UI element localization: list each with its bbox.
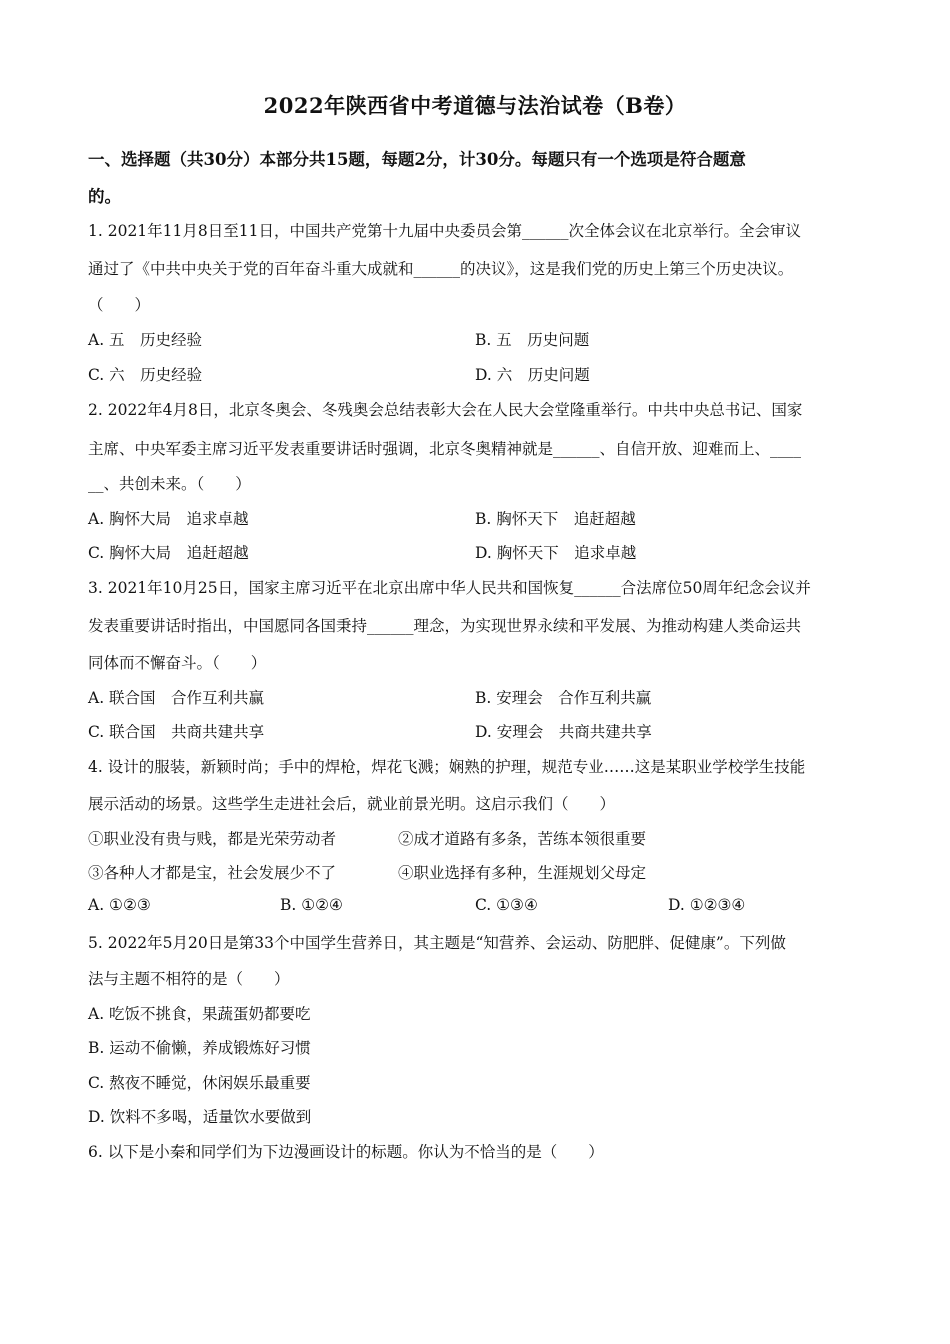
question-1-option-b: B. 五 历史问题: [475, 331, 590, 349]
question-2-line-2: 主席、中央军委主席习近平发表重要讲话时强调，北京冬奥精神就是______、自信开放、迎难而上、____: [88, 440, 802, 458]
question-5-option-a: A. 吃饭不挑食，果蔬蛋奶都要吃: [88, 1005, 311, 1023]
question-3-option-d: D. 安理会 共商共建共享: [475, 723, 652, 741]
question-3-line-3: 同体而不懈奋斗。（ ）: [88, 654, 267, 672]
question-2-option-a: A. 胸怀大局 追求卓越: [88, 510, 249, 528]
question-4-line-1: 4. 设计的服装，新颖时尚；手中的焊枪，焊花飞溅；娴熟的护理，规范专业……这是某职业学校学生技能: [88, 758, 806, 776]
question-3-option-c: C. 联合国 共商共建共享: [88, 723, 265, 741]
question-4-option-a: A. ①②③: [88, 896, 151, 914]
question-2-option-d: D. 胸怀天下 追求卓越: [475, 544, 637, 562]
question-2-option-c: C. 胸怀大局 追赶超越: [88, 544, 249, 562]
page-title: 2022年陕西省中考道德与法治试卷（B卷）: [263, 93, 687, 118]
question-4-statement-1: ①职业没有贵与贱，都是光荣劳动者: [88, 830, 337, 848]
question-1-line-1: 1. 2021年11月8日至11日，中国共产党第十九届中央委员会第______次全体会议在北京举行。全会审议: [88, 222, 801, 240]
question-1-line-2: 通过了《中共中央关于党的百年奋斗重大成就和______的决议》，这是我们党的历史上第三个历史决议。: [88, 260, 794, 278]
question-1-option-a: A. 五 历史经验: [88, 331, 203, 349]
question-1-option-d: D. 六 历史问题: [475, 366, 590, 384]
question-5-option-c: C. 熬夜不睡觉，休闲娱乐最重要: [88, 1074, 311, 1092]
question-5-option-b: B. 运动不偷懒，养成锻炼好习惯: [88, 1039, 311, 1057]
question-5-line-1: 5. 2022年5月20日是第33个中国学生营养日，其主题是“知营养、会运动、防肥胖、促健康”。下列做: [88, 934, 786, 952]
question-1-line-3: （ ）: [88, 296, 151, 314]
question-4-statement-2: ②成才道路有多条，苦练本领很重要: [398, 830, 647, 848]
question-4-line-2: 展示活动的场景。这些学生走进社会后，就业前景光明。这启示我们（ ）: [88, 795, 616, 813]
question-4-statement-3: ③各种人才都是宝，社会发展少不了: [88, 864, 337, 882]
question-2-line-1: 2. 2022年4月8日，北京冬奥会、冬残奥会总结表彰大会在人民大会堂隆重举行。中共中央总书记、国家: [88, 401, 803, 419]
question-4-option-c: C. ①③④: [475, 896, 538, 914]
question-3-option-a: A. 联合国 合作互利共赢: [88, 689, 265, 707]
question-4-option-d: D. ①②③④: [668, 896, 746, 914]
question-3-line-2: 发表重要讲话时指出，中国愿同各国秉持______理念，为实现世界永续和平发展、为推动构建人类命运共: [88, 617, 802, 635]
question-2-option-b: B. 胸怀天下 追赶超越: [475, 510, 636, 528]
question-2-line-3: __、共创未来。（ ）: [88, 475, 251, 493]
question-6-line-1: 6. 以下是小秦和同学们为下边漫画设计的标题。你认为不恰当的是（ ）: [88, 1143, 604, 1161]
question-4-statement-4: ④职业选择有多种，生涯规划父母定: [398, 864, 647, 882]
question-3-line-1: 3. 2021年10月25日，国家主席习近平在北京出席中华人民共和国恢复______合法席位50周年纪念会议并: [88, 579, 811, 597]
section-heading-line-1: 一、选择题（共30分）本部分共15题，每题2分，计30分。每题只有一个选项是符合题意: [88, 150, 746, 169]
question-5-line-2: 法与主题不相符的是（ ）: [88, 970, 290, 988]
question-4-option-b: B. ①②④: [280, 896, 343, 914]
question-5-option-d: D. 饮料不多喝，适量饮水要做到: [88, 1108, 312, 1126]
question-3-option-b: B. 安理会 合作互利共赢: [475, 689, 652, 707]
section-heading-line-2: 的。: [88, 187, 121, 206]
question-1-option-c: C. 六 历史经验: [88, 366, 203, 384]
